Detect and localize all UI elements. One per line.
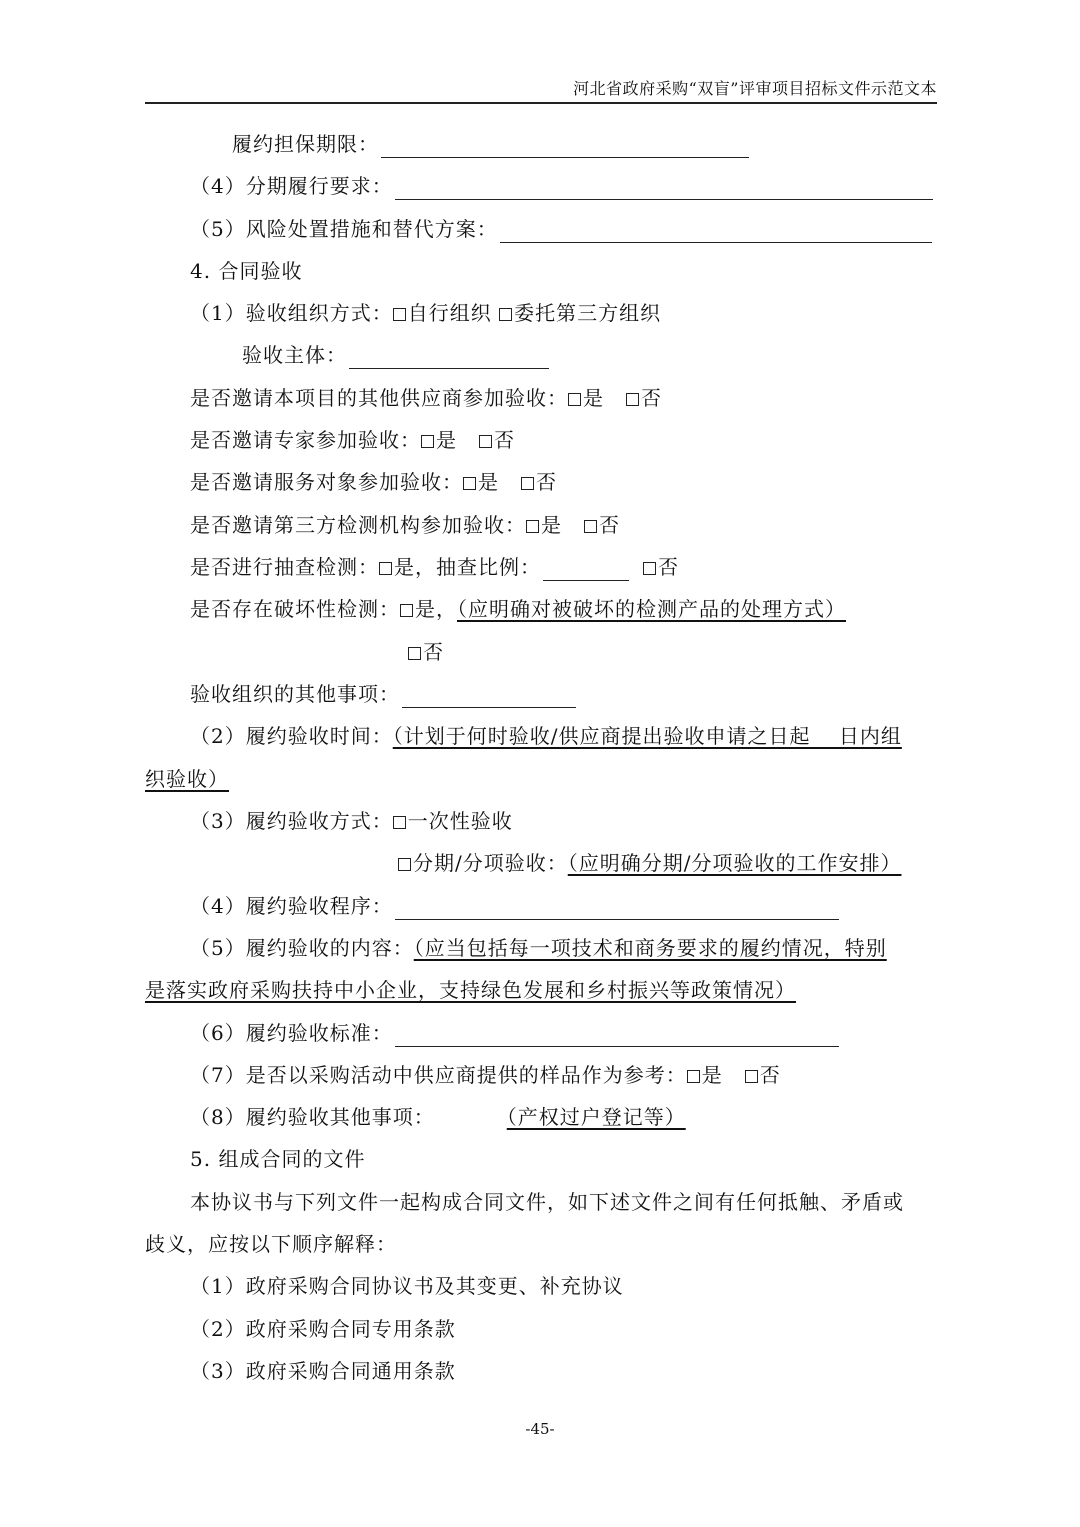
option-yes: 是: [436, 428, 457, 452]
underlined-note: （应明确分期/分项验收的工作安排）: [567, 851, 902, 875]
destructive-testing-no: [408, 638, 444, 666]
checkbox-no[interactable]: [745, 1070, 758, 1083]
line-text: 是否邀请第三方检测机构参加验收：: [190, 513, 526, 537]
fill-blank[interactable]: [543, 558, 629, 581]
option-no: 否: [494, 428, 515, 452]
option-yes: 是，抽查比例：: [394, 555, 541, 579]
paragraph-line: [190, 1188, 904, 1216]
line-text: （5）履约验收的内容：: [190, 936, 414, 960]
invite-third-party-inspection: [190, 511, 620, 539]
acceptance-method: [190, 807, 513, 835]
line-text: 是否邀请专家参加验收：: [190, 428, 421, 452]
checkbox-no[interactable]: [521, 477, 534, 490]
underlined-note: 是落实政府采购扶持中小企业，支持绿色发展和乡村振兴等政策情况）: [145, 978, 796, 1002]
fill-blank[interactable]: [402, 685, 576, 708]
option-no: 否: [599, 513, 620, 537]
line-text: （4）分期履行要求：: [190, 174, 393, 198]
invite-experts: [190, 426, 515, 454]
page-header: [145, 76, 937, 104]
line-text: （5）风险处置措施和替代方案：: [190, 217, 498, 241]
option-label: 自行组织: [407, 301, 492, 325]
acceptance-other-matters: [190, 680, 576, 708]
header-title: 河北省政府采购“双盲”评审项目招标文件示范文本: [573, 79, 937, 98]
underlined-note: （产权过户登记等）: [506, 1105, 686, 1129]
line-text: （3）履约验收方式：: [190, 809, 393, 833]
option-yes: 是: [583, 386, 604, 410]
list-item-text: （3）政府采购合同通用条款: [190, 1359, 456, 1383]
fill-blank[interactable]: [500, 220, 932, 243]
list-item-text: （1）政府采购合同协议书及其变更、补充协议: [190, 1274, 624, 1298]
acceptance-procedure: [190, 892, 839, 920]
option-no: 否: [423, 640, 444, 664]
checkbox-no[interactable]: [408, 647, 421, 660]
underlined-note: （应当包括每一项技术和商务要求的履约情况，特别: [413, 936, 887, 960]
sample-reference: [190, 1061, 781, 1089]
acceptance-subject: [242, 341, 549, 369]
option-label: 分期/分项验收：: [413, 851, 568, 875]
option-no: 否: [759, 1063, 781, 1087]
option-label: 委托第三方组织: [514, 301, 662, 325]
checkbox-no[interactable]: [479, 435, 492, 448]
line-text: 是否邀请本项目的其他供应商参加验收：: [190, 386, 568, 410]
page-number: -45-: [525, 1420, 555, 1438]
checkbox-yes[interactable]: [463, 477, 476, 490]
fill-blank[interactable]: [395, 177, 933, 200]
option-label: 一次性验收: [407, 809, 513, 833]
checkbox-yes[interactable]: [687, 1070, 700, 1083]
checkbox-yes[interactable]: [421, 435, 434, 448]
line-text: 验收组织的其他事项：: [190, 682, 400, 706]
list-item: [190, 1357, 456, 1385]
line-label: （1）验收组织方式：: [190, 301, 393, 325]
option-yes: 是: [541, 513, 562, 537]
destructive-testing: [190, 595, 846, 623]
checkbox-staged[interactable]: [398, 858, 411, 871]
underlined-note: （计划于何时验收/供应商提出验收申请之日起 日内组: [392, 724, 902, 748]
performance-guarantee-period: [232, 130, 749, 158]
list-item: [190, 1315, 456, 1343]
underlined-note: （应明确对被破坏的检测产品的处理方式）: [457, 597, 846, 621]
paragraph-line: [145, 1230, 397, 1258]
checkbox-yes[interactable]: [526, 520, 539, 533]
section-heading-acceptance: [190, 257, 302, 285]
option-no: 否: [658, 555, 679, 579]
checkbox-no[interactable]: [626, 393, 639, 406]
underlined-note: 织验收）: [145, 767, 229, 791]
checkbox-yes[interactable]: [379, 562, 392, 575]
line-text: （7）是否以采购活动中供应商提供的样品作为参考：: [190, 1063, 687, 1087]
section-heading: 4. 合同验收: [190, 259, 303, 283]
checkbox-self-organize[interactable]: [393, 308, 406, 321]
acceptance-org-method: [190, 299, 661, 327]
paragraph-text: 本协议书与下列文件一起构成合同文件，如下述文件之间有任何抵触、矛盾或: [190, 1190, 904, 1214]
line-text: 验收主体：: [242, 343, 347, 367]
line-text: 履约担保期限：: [232, 132, 379, 156]
checkbox-no[interactable]: [643, 562, 656, 575]
checkbox-yes[interactable]: [568, 393, 581, 406]
acceptance-content-continued: [145, 976, 796, 1004]
installment-requirement: [190, 172, 933, 200]
option-no: 否: [641, 386, 662, 410]
line-text: （2）履约验收时间：: [190, 724, 393, 748]
risk-measures: [190, 215, 932, 243]
line-text: 是否存在破坏性检测：: [190, 597, 400, 621]
acceptance-method-staged: [398, 849, 902, 877]
checkbox-no[interactable]: [584, 520, 597, 533]
acceptance-other-items: [190, 1103, 804, 1131]
line-text: （4）履约验收程序：: [190, 894, 393, 918]
checkbox-yes[interactable]: [400, 604, 413, 617]
line-text: 是否邀请服务对象参加验收：: [190, 470, 463, 494]
section-heading-contract-docs: [190, 1145, 365, 1173]
paragraph-text: 歧义，应按以下顺序解释：: [145, 1232, 397, 1256]
fill-blank[interactable]: [395, 897, 839, 920]
option-no: 否: [536, 470, 557, 494]
checkbox-third-party[interactable]: [499, 308, 512, 321]
fill-blank[interactable]: [349, 346, 549, 369]
fill-blank[interactable]: [381, 135, 749, 158]
option-yes: 是: [478, 470, 499, 494]
line-text: 是否进行抽查检测：: [190, 555, 379, 579]
option-yes: 是: [701, 1063, 723, 1087]
section-heading: 5. 组成合同的文件: [190, 1147, 366, 1171]
list-item-text: （2）政府采购合同专用条款: [190, 1317, 456, 1341]
checkbox-one-time[interactable]: [393, 816, 406, 829]
line-text: （8）履约验收其他事项：: [190, 1105, 435, 1129]
invite-service-objects: [190, 468, 557, 496]
line-text: （6）履约验收标准：: [190, 1021, 393, 1045]
fill-blank[interactable]: [395, 1024, 839, 1047]
acceptance-time: [190, 722, 902, 750]
invite-other-suppliers: [190, 384, 662, 412]
list-item: [190, 1272, 624, 1300]
option-yes: 是，: [415, 597, 457, 621]
acceptance-content: [190, 934, 887, 962]
spot-check-inspection: [190, 553, 679, 581]
acceptance-time-continued: [145, 765, 229, 793]
acceptance-standard: [190, 1019, 839, 1047]
